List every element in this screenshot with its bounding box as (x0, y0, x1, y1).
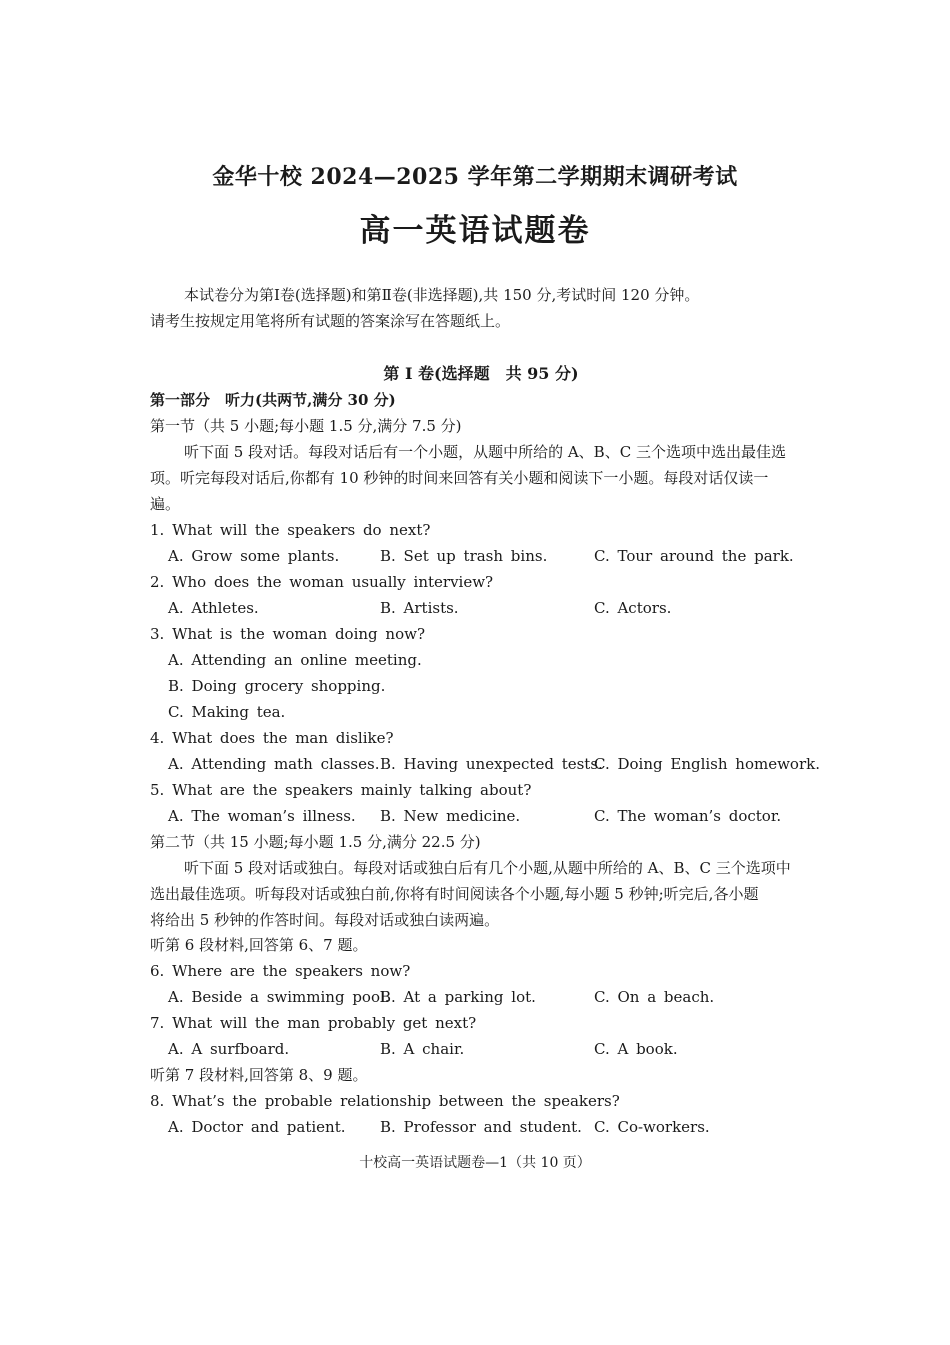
question-text: 1. What will the speakers do next? (150, 521, 431, 539)
option-a: A. Doctor and patient. (168, 1118, 346, 1136)
intro-line: 本试卷分为第Ⅰ卷(选择题)和第Ⅱ卷(非选择题),共 150 分,考试时间 120 分钟。 (184, 286, 700, 304)
option-b: B. A chair. (380, 1040, 465, 1058)
question-text: 2. Who does the woman usually interview? (150, 573, 494, 591)
option-c: C. Doing English homework. (594, 755, 820, 773)
option-b: B. Professor and student. (380, 1118, 582, 1136)
exam-title: 金华十校 2024—2025 学年第二学期期末调研考试 (212, 164, 738, 190)
option-b: B. New medicine. (380, 807, 521, 825)
option-a: A. Attending an online meeting. (168, 651, 422, 669)
option-c: C. On a beach. (594, 988, 715, 1006)
option-a: A. Grow some plants. (168, 547, 340, 565)
section-instruction: 听下面 5 段对话。每段对话后有一个小题，从题中所给的 A、B、C 三个选项中选出最佳选 (184, 443, 786, 461)
section-instruction: 选出最佳选项。听每段对话或独白前,你将有时间阅读各个小题,每小题 5 秒钟;听完后,各小题 (150, 885, 759, 903)
question-text: 3. What is the woman doing now? (150, 625, 425, 643)
material-header: 听第 7 段材料,回答第 8、9 题。 (150, 1066, 368, 1084)
option-c: C. Making tea. (168, 703, 286, 721)
option-a: A. Athletes. (168, 599, 259, 617)
option-a: A. A surfboard. (168, 1040, 290, 1058)
section-instruction: 遍。 (150, 495, 181, 513)
option-c: C. Actors. (594, 599, 672, 617)
exam-subject-title: 高一英语试题卷 (359, 213, 591, 249)
option-b: B. Having unexpected tests. (380, 755, 603, 773)
option-c: C. A book. (594, 1040, 678, 1058)
option-a: A. Beside a swimming pool. (168, 988, 390, 1006)
option-c: C. Co-workers. (594, 1118, 710, 1136)
part-title: 第一部分 听力(共两节,满分 30 分) (150, 391, 396, 409)
option-c: C. The woman’s doctor. (594, 807, 782, 825)
section-title: 第二节（共 15 小题;每小题 1.5 分,满分 22.5 分) (150, 833, 481, 851)
volume-title: 第 I 卷(选择题 共 95 分) (383, 364, 579, 383)
option-b: B. Doing grocery shopping. (168, 677, 386, 695)
section-title: 第一节（共 5 小题;每小题 1.5 分,满分 7.5 分) (150, 417, 462, 435)
page-footer: 十校高一英语试题卷—1（共 10 页） (359, 1155, 591, 1171)
option-c: C. Tour around the park. (594, 547, 794, 565)
intro-line: 请考生按规定用笔将所有试题的答案涂写在答题纸上。 (150, 312, 511, 330)
question-text: 6. Where are the speakers now? (150, 962, 411, 980)
option-b: B. Set up trash bins. (380, 547, 548, 565)
material-header: 听第 6 段材料,回答第 6、7 题。 (150, 936, 368, 954)
section-instruction: 听下面 5 段对话或独白。每段对话或独白后有几个小题,从题中所给的 A、B、C 三个选项中 (184, 859, 791, 877)
option-a: A. The woman’s illness. (168, 807, 356, 825)
option-a: A. Attending math classes. (168, 755, 380, 773)
question-text: 5. What are the speakers mainly talking about? (150, 781, 532, 799)
option-b: B. Artists. (380, 599, 459, 617)
question-text: 4. What does the man dislike? (150, 729, 394, 747)
question-text: 8. What’s the probable relationship between the speakers? (150, 1092, 620, 1110)
option-b: B. At a parking lot. (380, 988, 536, 1006)
question-text: 7. What will the man probably get next? (150, 1014, 477, 1032)
section-instruction: 将给出 5 秒钟的作答时间。每段对话或独白读两遍。 (150, 911, 500, 929)
section-instruction: 项。听完每段对话后,你都有 10 秒钟的时间来回答有关小题和阅读下一小题。每段对话仅读一 (150, 469, 769, 487)
